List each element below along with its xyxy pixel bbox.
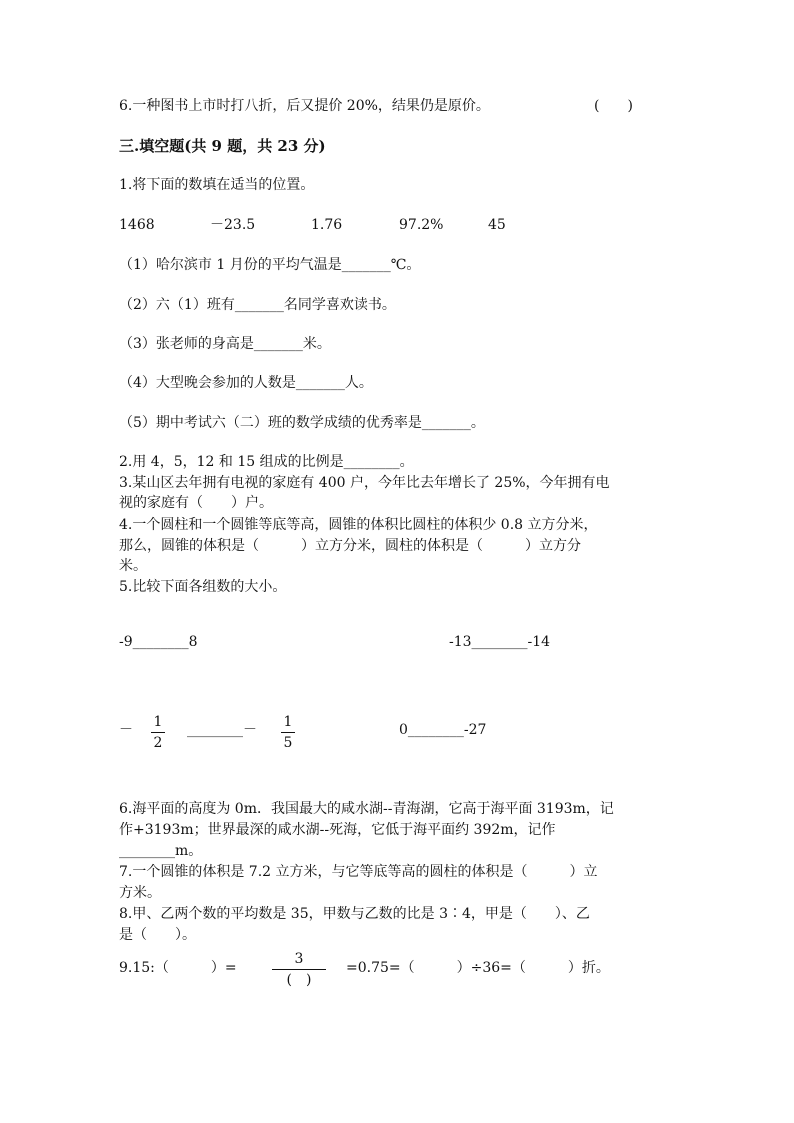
q6-line: 作+3193m；世界最深的咸水湖--死海，它低于海平面约 392m，记作 [119,822,556,838]
q7-line: 方米。 [119,885,161,901]
q5-fraction [258,714,318,751]
q5-fraction [128,714,188,751]
section-title: 三.填空题(共 9 题，共 23 分) [119,137,326,155]
q9-suffix: =0.75=（ ）÷36=（ ）折。 [346,960,610,976]
q5-compare: -13________-14 [449,634,551,650]
q6-line: 6.海平面的高度为 0m．我国最大的咸水湖--青海湖，它高于海平面 3193m，记 [119,801,614,817]
fraction-bar [151,732,165,733]
fraction-denominator: 5 [283,735,293,751]
judge-item-6-text: 6.一种图书上市时打八折，后又提价 20%，结果仍是原价。 [119,98,490,114]
q4-line: 4.一个圆柱和一个圆锥等底等高，圆锥的体积比圆柱的体积少 0.8 立方分米， [119,517,598,533]
q1-number: 1.76 [311,217,343,233]
fraction-denominator: 2 [153,735,163,751]
q9-fraction [270,951,328,988]
q1-stem: 1.将下面的数填在适当的位置。 [119,177,315,193]
q4-line: 那么，圆锥的体积是（ ）立方分米，圆柱的体积是（ ）立方分 [119,538,581,554]
q1-sub-item: （5）期中考试六（二）班的数学成绩的优秀率是_______。 [119,415,485,431]
q9-prefix: 9.15:（ ）= [119,960,237,976]
judge-item-6-answer-paren: ( ) [594,98,633,114]
q1-sub-item: （2）六（1）班有_______名同学喜欢读书。 [119,297,396,313]
q7-line: 7.一个圆锥的体积是 7.2 立方米，与它等底等高的圆柱的体积是（ ）立 [119,864,598,880]
q5-compare: -9________8 [119,634,198,650]
q5-compare: 0________-27 [399,722,487,738]
q1-sub-item: （4）大型晚会参加的人数是_______人。 [119,375,373,391]
question-2: 2.用 4，5，12 和 15 组成的比例是________。 [119,454,414,470]
q6-line: ________m。 [119,843,203,859]
q4-line: 米。 [119,558,147,574]
q1-sub-item: （3）张老师的身高是_______米。 [119,336,331,352]
fraction-denominator: ( ) [286,972,312,988]
fraction-bar [281,732,295,733]
q1-number: 1468 [119,217,155,233]
fraction-numerator: 1 [153,714,163,730]
q5-compare-blank: ________－ [187,722,257,738]
q8-line: 8.甲、乙两个数的平均数是 35，甲数与乙数的比是 3∶4，甲是（ ）、乙 [119,906,590,922]
q8-line: 是（ ）。 [119,927,196,943]
fraction-bar [272,969,326,970]
q5-stem: 5.比较下面各组数的大小。 [119,579,287,595]
q1-number: 97.2% [399,217,444,233]
fraction-numerator: 1 [283,714,293,730]
fraction-numerator: 3 [294,951,304,967]
q5-minus-sign: － [119,722,133,738]
q1-sub-item: （1）哈尔滨市 1 月份的平均气温是_______℃。 [119,257,421,273]
q1-number: －23.5 [210,217,256,233]
q1-number: 45 [488,217,506,233]
q3-line: 视的家庭有（ ）户。 [119,495,273,511]
q3-line: 3.某山区去年拥有电视的家庭有 400 户，今年比去年增长了 25%，今年拥有电 [119,475,610,491]
